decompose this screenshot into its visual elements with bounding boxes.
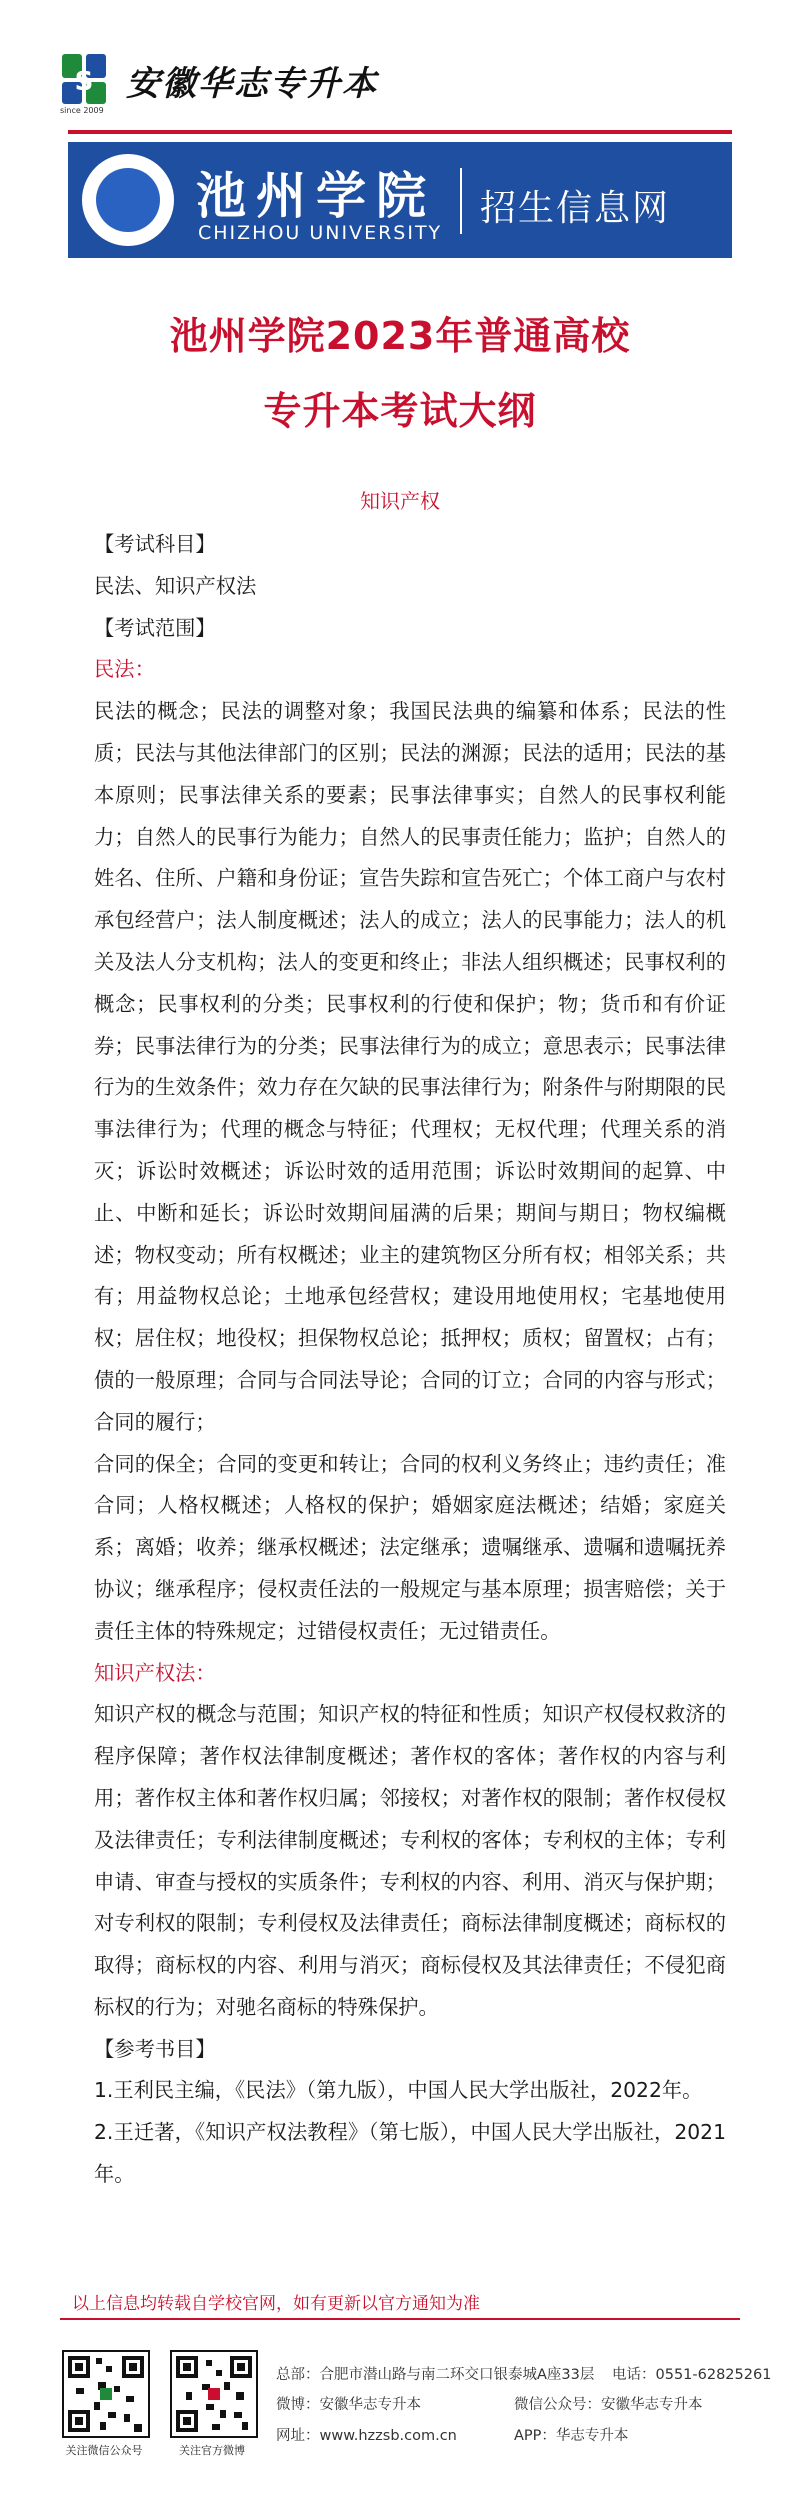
school-emblem-icon [82,154,174,246]
brand-header [60,48,760,118]
book-item-2: 2.王迁著，《知识产权法教程》（第七版），中国人民大学出版社，2021年。 [94,2120,726,2187]
banner-divider [460,168,462,234]
subject-heading: 知识产权 [360,489,440,513]
syllabus-content [94,524,726,2196]
civil-law-text-1: 民法的概念；民法的调整对象；我国民法典的编纂和体系；民法的性质；民法与其他法律部门的区别；民法的渊源；民法的适用；民法的基本原则；民事法律关系的要素；民事法律事实；自然人的民事权利能力；自然人的民事行为能力；自然人的民事责任能力；监护；自然人的姓名、住所、户籍和身份证；宣告失踪和宣告死亡；个体工商户与农村承包经营户；法人制度概述；法人的成立；法人的民事能力；法人的机关及法人分支机构；法人的变更和终止；非法人组织概述；民事权利的概念；民事权利的分类；民事权利的行使和保护；物；货币和有价证券；民事法律行为的分类；民事法律行为的成立；意思表示；民事法律行为的生效条件；效力存在欠缺的民事法律行为；附条件与附期限的民事法律行为；代理的概念与特征；代理权；无权代理；代理关系的消灭；诉讼时效概述；诉讼时效的适用范围；诉讼时效期间的起算、中止、中断和延长；诉讼时效期间届满的后果；期间与期日；物权编概述；物权变动；所有权概述；业主的建筑物区分所有权；相邻关系；共有；用益物权总论；土地承包经营权；建设用地使用权；宅基地使用权；居住权；地役权；担保物权总论；抵押权；质权；留置权；占有；债的一般原理；合同与合同法导论；合同的订立；合同的内容与形式；合同的履行； [94,699,726,1434]
source-notice: 以上信息均转载自学校官网，如有更新以官方通知为准 [72,2294,480,2314]
weibo-qr-caption: 关注官方微博 [179,2444,245,2457]
top-divider [68,130,732,134]
school-banner [68,142,732,258]
civil-law-header: 民法： [94,657,155,682]
weibo-qr-code-icon [170,2350,258,2438]
brand-name: 安徽华志专升本 [126,64,378,104]
footer-phone: 电话：0551-62825261 [612,2367,772,2383]
footer-wechat: 微信公众号：安徽华志专升本 [514,2397,703,2413]
wechat-qr-caption: 关注微信公众号 [65,2444,143,2457]
subject-section-header: 【考试科目】 [94,532,216,556]
books-section-header: 【参考书目】 [94,2036,216,2061]
svg-text:S: S [74,67,94,97]
subject-section-text: 民法、知识产权法 [94,573,257,598]
footer-weibo: 微博：安徽华志专升本 [276,2397,421,2413]
school-name-cn: 池州学院 [196,166,436,225]
page-title-line-2: 专升本考试大纲 [263,389,537,433]
scope-section-header: 【考试范围】 [94,615,216,640]
page-title-line-1: 池州学院2023年普通高校 [169,314,631,358]
ip-law-header: 知识产权法： [94,1660,216,1685]
brand-since: since 2009 [60,106,104,115]
civil-law-text-2: 合同的保全；合同的变更和转让；合同的权利义务终止；违约责任；准合同；人格权概述；人格权的保护；婚姻家庭法概述；结婚；家庭关系；离婚；收养；继承权概述；法定继承；遗嘱继承、遗嘱和遗嘱抚养协议；继承程序；侵权责任法的一般规定与基本原理；损害赔偿；关于责任主体的特殊规定；过错侵权责任；无过错责任。 [94,1451,726,1643]
footer-divider [60,2318,740,2320]
ip-law-text: 知识产权的概念与范围；知识产权的特征和性质；知识产权侵权救济的程序保障；著作权法律制度概述；著作权的客体；著作权的内容与利用；著作权主体和著作权归属；邻接权；对著作权的限制；著作权侵权及法律责任；专利法律制度概述；专利权的客体；专利权的主体；专利申请、审查与授权的实质条件；专利权的内容、利用、消灭与保护期；对专利权的限制；专利侵权及法律责任；商标法律制度概述；商标权的取得；商标权的内容、利用与消灭；商标侵权及其法律责任；不侵犯商标权的行为；对驰名商标的特殊保护。 [94,1702,726,2019]
brand-logo-icon [60,52,108,108]
portal-name: 招生信息网 [480,188,671,229]
footer-app: APP：华志专升本 [514,2428,629,2444]
footer-address: 总部：合肥市潜山路与南二环交口银泰城A座33层 [276,2367,595,2383]
school-name-en: CHIZHOU UNIVERSITY [198,222,443,244]
book-item-1: 1.王利民主编，《民法》（第九版），中国人民大学出版社，2022年。 [94,2078,703,2103]
wechat-qr-code-icon [62,2350,150,2438]
footer-website[interactable]: 网址：www.hzzsb.com.cn [276,2428,457,2444]
